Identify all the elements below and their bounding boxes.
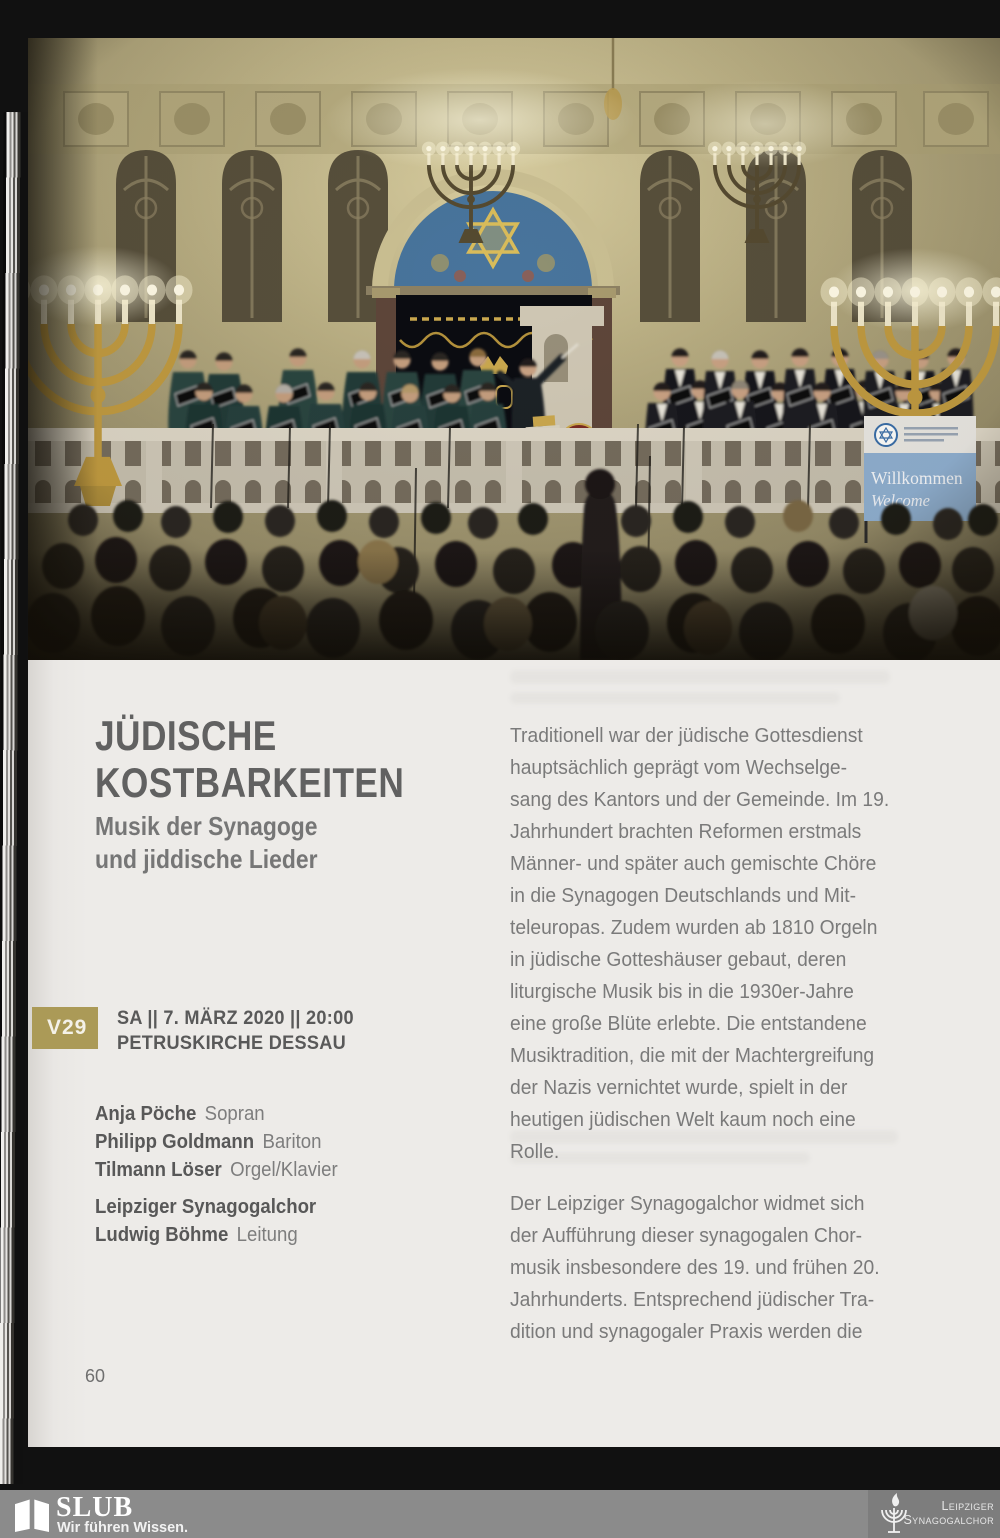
performer-row <box>95 1128 338 1156</box>
page-number: 60 <box>85 1366 106 1386</box>
book-page-edges <box>0 112 30 1484</box>
slub-tagline: Wir führen Wissen. <box>57 1520 189 1536</box>
choir-logo-box <box>868 1490 1000 1538</box>
performer-list <box>95 1100 338 1249</box>
ensemble-name: Leipziger Synagogalchor <box>95 1196 317 1218</box>
ensemble-row <box>95 1193 338 1221</box>
performer-role: Sopran <box>204 1103 265 1125</box>
performer-role: Bariton <box>262 1131 322 1153</box>
performer-name: Tilmann Löser <box>95 1159 222 1181</box>
title-line-2: KOSTBARKEITEN <box>95 759 405 806</box>
body-paragraph-1: Traditionell war der jüdische Gottesdienst hauptsächlich geprägt vom Wechselge- sang des Kantors und der Gemeinde. Im 19. Jahrhundert brachten Reformen erstmals Männer- und später auch gemischte Chöre in die Synagogen Deutschlands und Mit- teleuropas. Zudem wurden ab 1810 Orgeln in jüdische Gotteshäuser gebaut, deren liturgische Musik bis in die 1930er-Jahre eine große Blüte erlebte. Die entstandene Musiktradition, die mit der Machtergreifung der Nazis vernichtet wurde, spielt in der heutigen jüdischen Welt kaum noch eine Rolle. <box>510 724 890 1163</box>
event-venue: PETRUSKIRCHE DESSAU <box>117 1032 346 1054</box>
bleed-through-text <box>510 692 840 704</box>
choir-logo-line-1: Leipziger <box>941 1499 994 1513</box>
bleed-through-text <box>510 670 890 684</box>
performer-name: Anja Pöche <box>95 1103 197 1125</box>
choir-logo-text <box>903 1499 994 1527</box>
event-datetime: SA || 7. MÄRZ 2020 || 20:00 <box>117 1007 354 1029</box>
page-title <box>95 712 404 806</box>
ensemble-role: Leitung <box>236 1224 298 1246</box>
subtitle-line-2: und jiddische Lieder <box>95 844 318 874</box>
concert-photo <box>28 38 1000 660</box>
performer-role: Orgel/Klavier <box>230 1159 338 1181</box>
body-text-column <box>510 720 924 1348</box>
photo-vignette <box>28 38 1000 660</box>
event-details <box>117 1006 354 1056</box>
page-subtitle <box>95 810 318 876</box>
subtitle-line-1: Musik der Synagoge <box>95 811 318 841</box>
ensemble-row <box>95 1221 338 1249</box>
performer-row <box>95 1100 338 1128</box>
choir-logo-line-2: Synagogalchor <box>903 1513 994 1527</box>
slub-book-icon <box>13 1498 51 1532</box>
program-page <box>28 660 1000 1447</box>
slub-logo-text: SLUB <box>56 1492 134 1523</box>
ensemble-name: Ludwig Böhme <box>95 1224 229 1246</box>
event-number-badge: V29 <box>32 1007 98 1049</box>
performer-name: Philipp Goldmann <box>95 1131 255 1153</box>
title-line-1: JÜDISCHE <box>95 712 277 759</box>
performer-row <box>95 1156 338 1184</box>
footer-bar <box>0 1490 1000 1538</box>
body-paragraph-2: Der Leipziger Synagogalchor widmet sich der Aufführung dieser synagogalen Chor- musik insbesondere des 19. und frühen 20. Jahrhunderts. Entsprechend jüdischer Tra- dition und synagogaler Praxis werden die <box>510 1192 880 1343</box>
